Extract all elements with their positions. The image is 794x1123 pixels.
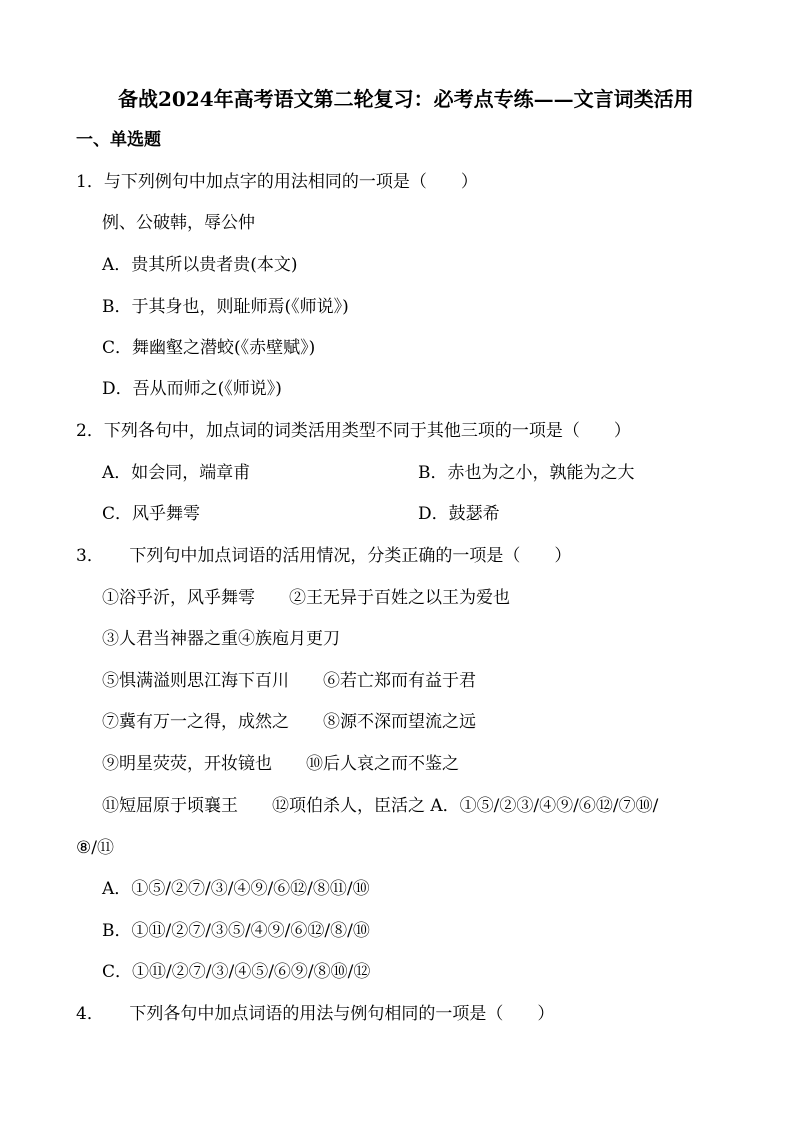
question-3-stem: 3． 下列句中加点词语的活用情况，分类正确的一项是（ ） [76, 546, 572, 566]
question-1-stem: 1．与下列例句中加点字的用法相同的一项是（ ） [76, 172, 478, 192]
question-3-sentence-row: ⑦冀有万一之得，成然之 ⑧源不深而望流之远 [102, 712, 476, 732]
question-3-sentence-row: ⑪短屈原于顷襄王 ⑫项伯杀人，臣活之 A．①⑤/②③/④⑨/⑥⑫/⑦⑩/ [102, 796, 659, 816]
question-2-stem: 2．下列各句中，加点词的词类活用类型不同于其他三项的一项是（ ） [76, 421, 631, 441]
question-2-option-d: D．鼓瑟希 [418, 504, 500, 524]
question-3-sentence-row: ⑤惧满溢则思江海下百川 ⑥若亡郑而有益于君 [102, 671, 476, 691]
question-3-sentence-row: ⑨明星荧荧，开妆镜也 ⑩后人哀之而不鉴之 [102, 754, 459, 774]
question-3-option-a: A．①⑤/②⑦/③/④⑨/⑥⑫/⑧⑪/⑩ [102, 879, 370, 899]
section-heading: 一、单选题 [76, 130, 161, 150]
question-1-option-c: C．舞幽壑之潜蛟(《赤壁赋》) [102, 338, 316, 358]
question-2-option-c: C．风乎舞雩 [102, 504, 201, 524]
question-1-option-a: A．贵其所以贵者贵(本文) [102, 255, 298, 275]
question-1-option-d: D．吾从而师之(《师说》) [102, 379, 282, 399]
question-2-option-a: A．如会同，端章甫 [102, 463, 251, 483]
question-3-option-c: C．①⑪/②⑦/③/④⑤/⑥⑨/⑧⑩/⑫ [102, 962, 371, 982]
question-1-example: 例、公破韩，辱公仲 [102, 213, 255, 233]
question-2-option-b: B．赤也为之小，孰能为之大 [418, 463, 635, 483]
question-1-option-b: B．于其身也，则耻师焉(《师说》) [102, 297, 349, 317]
page-title: 备战2024年高考语文第二轮复习：必考点专练——文言词类活用 [118, 87, 694, 111]
question-3-sentence-row: ⑧/⑪ [76, 838, 114, 858]
question-3-option-b: B．①⑪/②⑦/③⑤/④⑨/⑥⑫/⑧/⑩ [102, 921, 370, 941]
question-4-stem: 4． 下列各句中加点词语的用法与例句相同的一项是（ ） [76, 1004, 555, 1024]
question-3-sentence-row: ①浴乎沂，风乎舞雩 ②王无异于百姓之以王为爱也 [102, 588, 510, 608]
question-3-sentence-row: ③人君当神器之重④族庖月更刀 [102, 629, 340, 649]
